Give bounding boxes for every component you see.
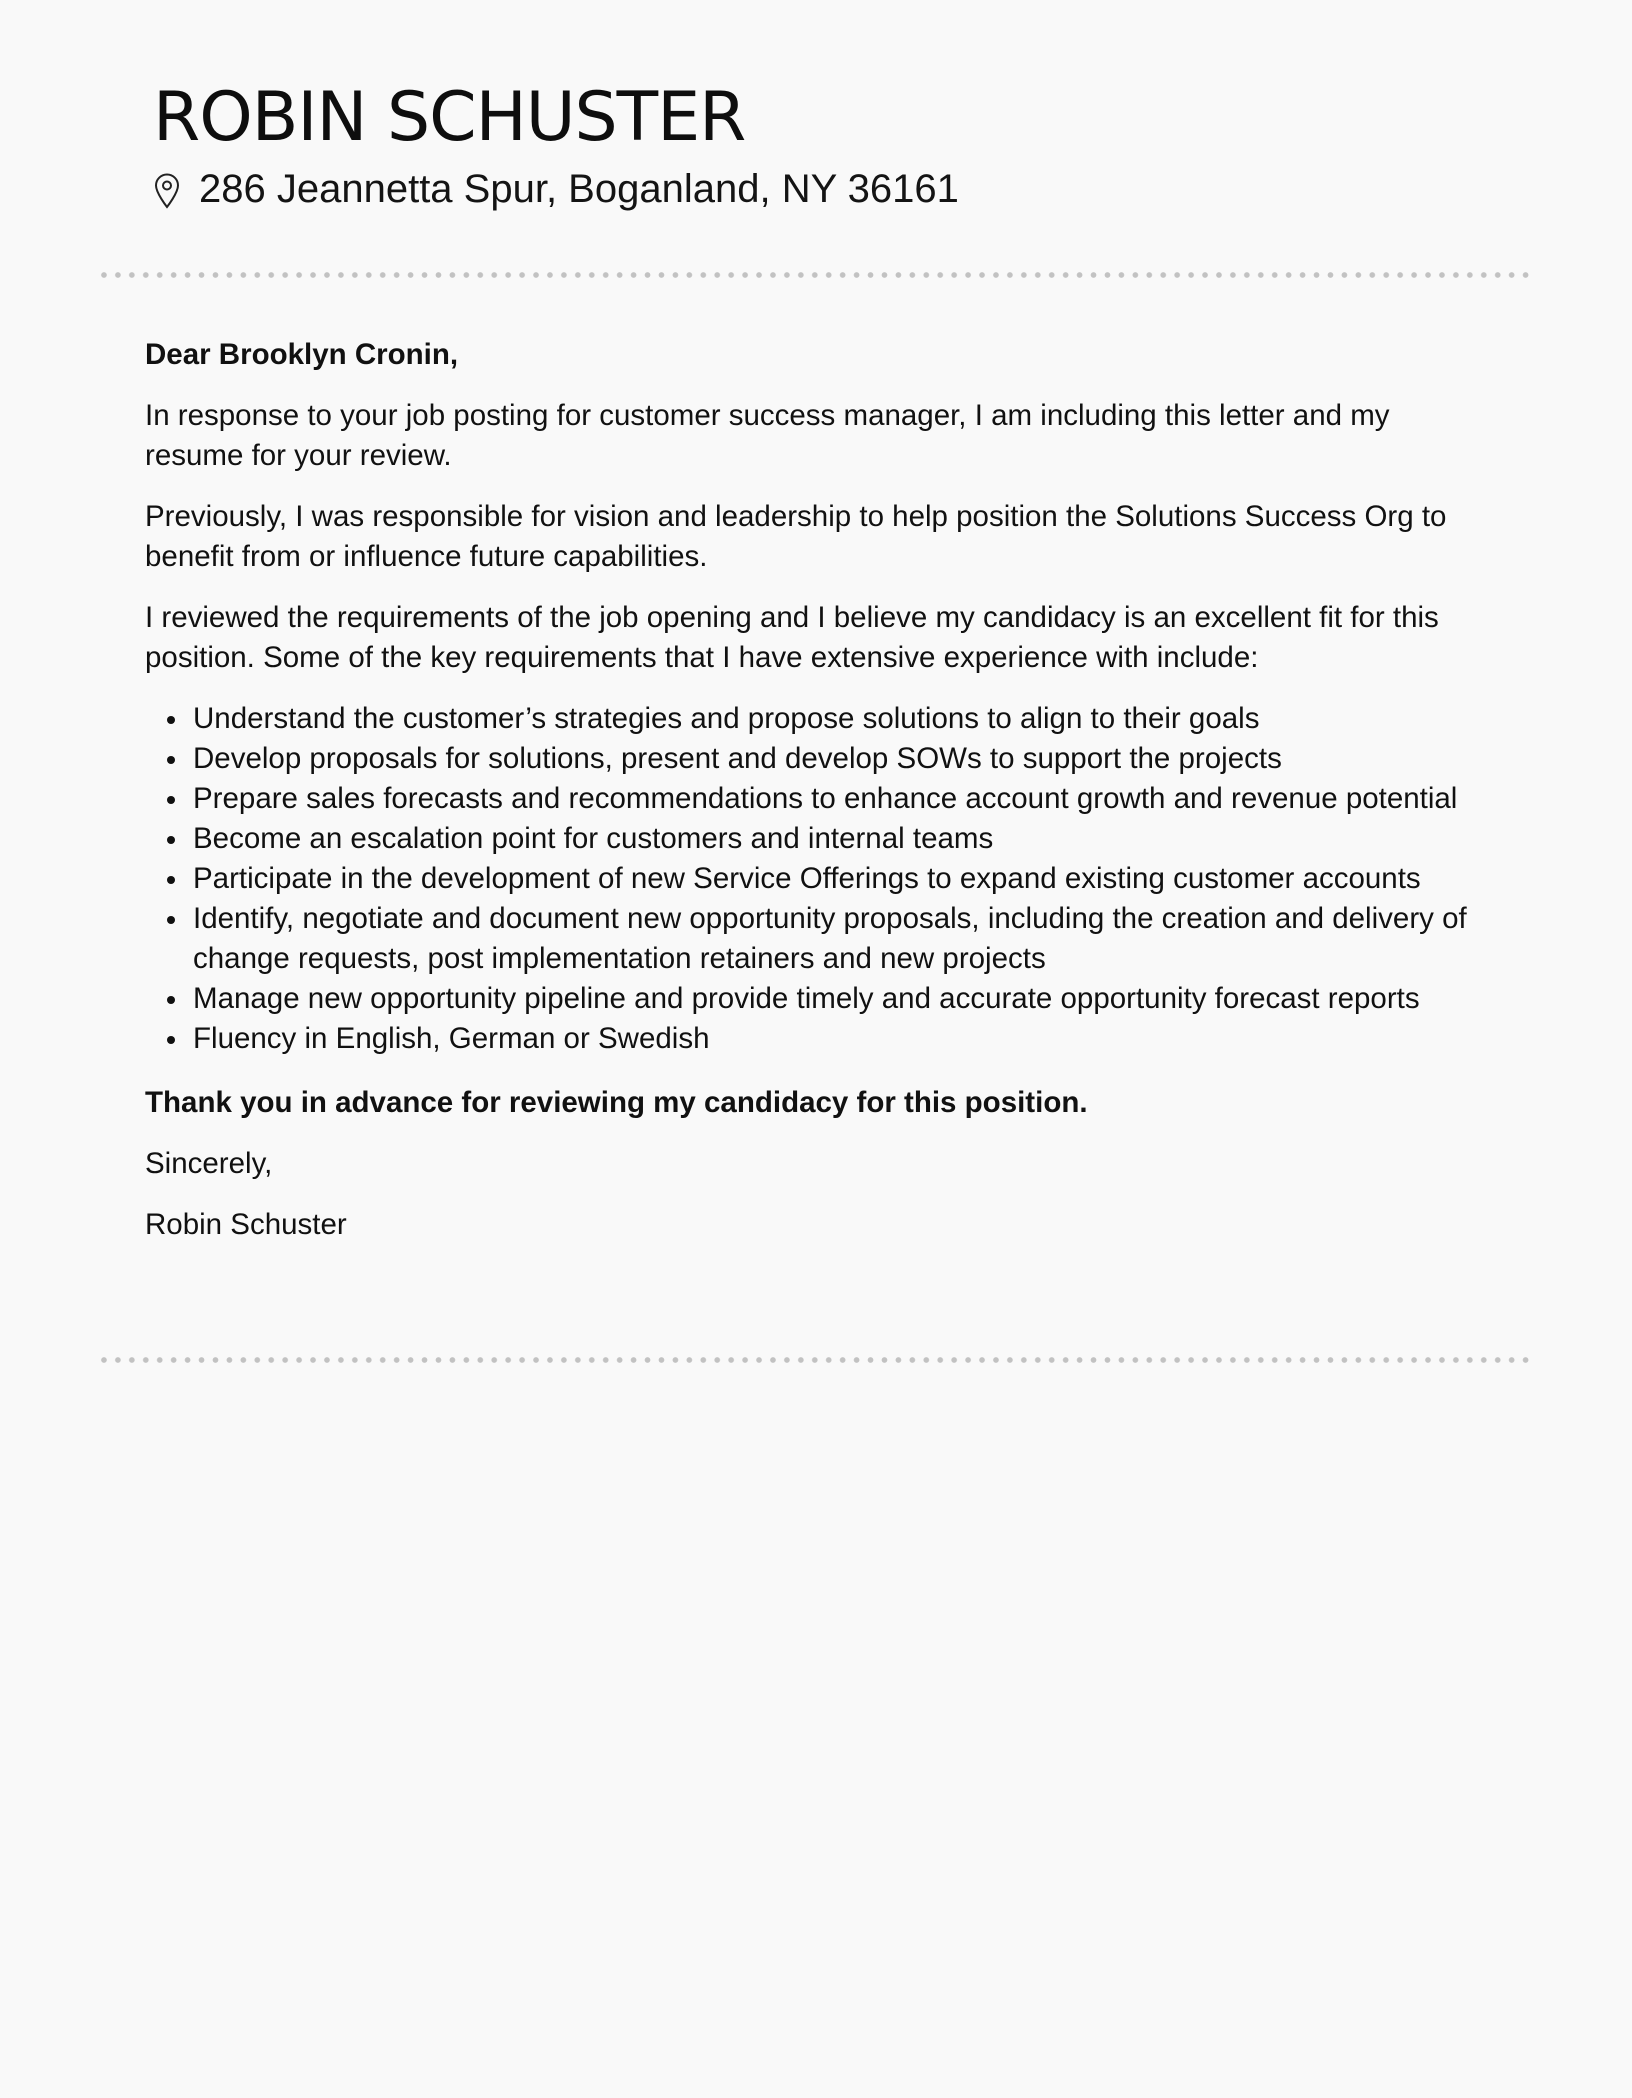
list-item: Develop proposals for solutions, present and develop SOWs to support the projects [193, 739, 1495, 779]
paragraph-experience: Previously, I was responsible for vision and leadership to help position the Solutions Success Org to benefit from or influence future capabilities. [145, 500, 1447, 573]
paragraph-intro: In response to your job posting for customer success manager, I am including this letter and my resume for your review. [145, 399, 1390, 472]
closing-statement: Thank you in advance for reviewing my candidacy for this position. [145, 1086, 1088, 1119]
list-item: Prepare sales forecasts and recommendations to enhance account growth and revenue potential [193, 779, 1495, 819]
bottom-dotted-divider [97, 1357, 1535, 1363]
signature-name: Robin Schuster [145, 1208, 347, 1241]
list-item: Become an escalation point for customers and internal teams [193, 819, 1495, 859]
top-dotted-divider [97, 272, 1535, 278]
list-item: Manage new opportunity pipeline and provide timely and accurate opportunity forecast reports [193, 979, 1495, 1019]
letter-header [153, 78, 959, 214]
letter-body [145, 335, 1495, 1266]
signoff: Sincerely, [145, 1147, 273, 1180]
paragraph-requirements: I reviewed the requirements of the job opening and I believe my candidacy is an excellent fit for this position. Some of the key requirements that I have extensive experience with include: [145, 601, 1439, 674]
requirements-list [145, 699, 1495, 1059]
applicant-name: ROBIN SCHUSTER [153, 78, 746, 157]
list-item: Fluency in English, German or Swedish [193, 1019, 1495, 1059]
list-item: Understand the customer’s strategies and propose solutions to align to their goals [193, 699, 1495, 739]
address-line [153, 164, 959, 214]
greeting: Dear Brooklyn Cronin, [145, 338, 459, 371]
list-item: Identify, negotiate and document new opportunity proposals, including the creation and delivery of change requests, post implementation retainers and new projects [193, 899, 1495, 979]
list-item: Participate in the development of new Service Offerings to expand existing customer accounts [193, 859, 1495, 899]
map-pin-icon [153, 171, 181, 207]
address-text: 286 Jeannetta Spur, Boganland, NY 36161 [199, 167, 959, 211]
